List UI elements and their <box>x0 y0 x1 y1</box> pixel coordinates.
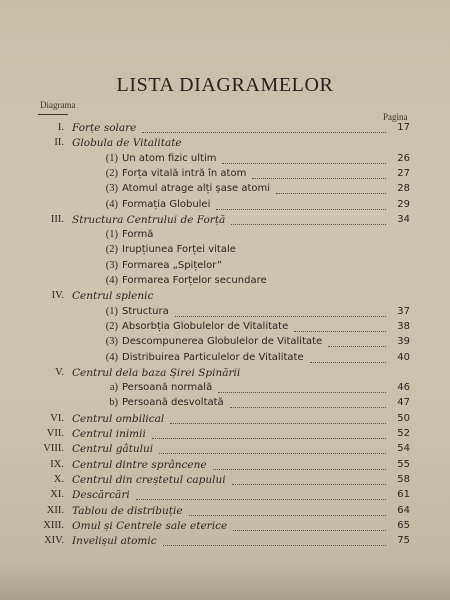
toc-entry-number: XI. <box>50 489 64 501</box>
toc-entry <box>0 274 450 288</box>
toc-entry <box>0 198 450 212</box>
toc-entry-label: Structura <box>122 305 169 317</box>
toc-entry-number: (2) <box>105 320 118 332</box>
page-title: LISTA DIAGRAMELOR <box>116 74 334 96</box>
leader-dots <box>213 468 386 470</box>
toc-entry-number: IV. <box>51 290 64 302</box>
toc-entry-label: Distribuirea Particulelor de Vitalitate <box>122 351 304 363</box>
toc-entry-page: 28 <box>397 183 410 195</box>
toc-entry-number: (3) <box>105 183 118 195</box>
toc-entry-number: XII. <box>46 504 64 516</box>
toc-entry-page: 75 <box>397 535 410 547</box>
leader-dots <box>276 192 386 194</box>
toc-entry-page: 52 <box>397 428 410 439</box>
toc-entry <box>0 534 450 548</box>
toc-entry <box>0 136 450 150</box>
toc-entry-label: Globula de Vitalitate <box>72 137 182 150</box>
toc-entry-label: Atomul atrage alți șase atomi <box>122 183 271 195</box>
page-shadow <box>0 560 450 600</box>
toc-entry-number: a) <box>109 382 118 394</box>
toc-entry-number: XIV. <box>44 535 64 547</box>
toc-entry-label: Forțe solare <box>72 122 137 134</box>
toc-entry <box>0 335 450 349</box>
toc-entry-page: 34 <box>397 213 410 225</box>
toc-entry <box>0 473 450 487</box>
leader-dots <box>230 406 386 408</box>
toc-entry-page: 38 <box>397 320 410 332</box>
toc-entry-page: 58 <box>397 473 410 485</box>
toc-entry-number: III. <box>50 213 64 225</box>
toc-entry-page: 29 <box>397 198 410 210</box>
toc-entry <box>0 228 450 242</box>
leader-dots <box>310 361 386 363</box>
toc-entry-page: 54 <box>397 443 410 455</box>
toc-entry <box>0 488 450 502</box>
toc-entry-label: Tablou de distribuție <box>72 504 183 517</box>
toc-entry-label: Invelișul atomic <box>72 535 157 548</box>
toc-entry-page: 65 <box>397 519 410 531</box>
toc-entry-page: 27 <box>397 167 410 179</box>
toc-entry <box>0 351 450 365</box>
toc-entry-label: Centrul splenic <box>72 290 154 303</box>
toc-entry-label: Omul și Centrele sale eterice <box>72 519 228 532</box>
toc-entry-label: Formarea Forțelor secundare <box>122 275 267 286</box>
toc-entry-page: 40 <box>397 351 410 363</box>
leader-dots <box>252 177 386 179</box>
leader-dots <box>163 544 386 546</box>
toc-entry-number: IX. <box>50 458 64 470</box>
toc-entry <box>0 458 450 472</box>
toc-entry-label: Forța vitală intră în atom <box>122 167 247 179</box>
toc-entry-page: 47 <box>397 397 410 409</box>
toc-entry-label: Formarea „Spițelor” <box>122 259 223 271</box>
toc-entry-number: VIII. <box>43 443 64 455</box>
toc-entry <box>0 366 450 380</box>
leader-dots <box>233 529 386 531</box>
toc-entry-label: Persoană normală <box>122 382 213 394</box>
toc-entry-label: Centrul dela baza Șirei Spinării <box>72 366 241 379</box>
toc-entry-label: Centrul din creștetul capului <box>72 473 226 486</box>
toc-entry-label: Irupțiunea Forței vitale <box>122 244 236 256</box>
toc-entry-page: 39 <box>397 336 410 348</box>
leader-dots <box>218 391 386 393</box>
leader-dots <box>216 208 386 210</box>
toc-entry-label: Persoană desvoltată <box>122 397 224 409</box>
header-rule <box>38 114 68 115</box>
leader-dots <box>175 315 386 317</box>
toc-entry-label: Descompunerea Globulelor de Vitalitate <box>122 336 323 348</box>
toc-entry-page: 46 <box>397 382 410 394</box>
toc-entry-page: 55 <box>397 458 410 470</box>
toc-entry <box>0 182 450 196</box>
toc-entry-label: Formația Globulei <box>122 198 211 210</box>
leader-dots <box>231 223 386 225</box>
toc-entry <box>0 167 450 181</box>
toc-entry-label: Structura Centrului de Forță <box>72 213 226 226</box>
column-header-diagram: Diagrama <box>40 100 76 110</box>
toc-entry-page: 50 <box>397 412 410 424</box>
toc-entry-number: V. <box>55 366 64 378</box>
toc-entry-label: Formă <box>122 229 154 241</box>
toc-entry-number: II. <box>54 137 64 149</box>
toc-entry-label: Absorbția Globulelor de Vitalitate <box>122 320 289 332</box>
toc-entry-number: (3) <box>105 259 118 271</box>
leader-dots <box>170 422 386 424</box>
toc-entry <box>0 305 450 319</box>
toc-entry <box>0 381 450 395</box>
toc-entry-number: b) <box>109 397 118 409</box>
toc-entry <box>0 289 450 303</box>
toc-entry-label: Un atom fizic ultim <box>122 152 217 164</box>
toc-entry <box>0 396 450 410</box>
toc-entry-number: (1) <box>105 305 118 317</box>
toc-entry-number: (4) <box>105 198 118 210</box>
toc-entry-label: Descărcări <box>72 489 130 502</box>
toc-entry-label: Centrul dintre sprâncene <box>72 458 207 471</box>
leader-dots <box>222 162 386 164</box>
toc-entry-page: 64 <box>397 504 410 516</box>
toc-entry-number: (1) <box>105 229 118 241</box>
toc-entry-number: (4) <box>105 351 118 363</box>
toc-entry-number: (2) <box>105 244 118 256</box>
leader-dots <box>159 452 386 454</box>
toc-entry <box>0 412 450 426</box>
toc-entry-page: 17 <box>397 122 410 133</box>
toc-entry <box>0 213 450 227</box>
leader-dots <box>189 514 386 516</box>
toc-entry <box>0 427 450 441</box>
toc-entry-page: 61 <box>397 489 410 501</box>
leader-dots <box>294 330 386 332</box>
toc-entry <box>0 152 450 166</box>
toc-entry-number: (2) <box>105 167 118 179</box>
toc-entry-number: (1) <box>105 152 118 164</box>
toc-entry <box>0 320 450 334</box>
leader-dots <box>328 345 386 347</box>
toc-entry-number: X. <box>53 473 64 485</box>
toc-entry <box>0 259 450 273</box>
toc-entry-number: (4) <box>105 275 118 286</box>
toc-entry <box>0 519 450 533</box>
toc-entry <box>0 442 450 456</box>
toc-entry <box>0 121 450 135</box>
toc-entry-number: XIII. <box>43 519 64 531</box>
toc-entry-page: 37 <box>397 305 410 317</box>
toc-entry-label: Centrul ombilical <box>72 412 165 425</box>
toc-entry-label: Centrul gâtului <box>72 443 154 456</box>
toc-entry-label: Centrul inimii <box>72 428 146 440</box>
column-header-page: Pagina <box>383 112 408 122</box>
toc-entry-number: I. <box>57 122 64 133</box>
toc-entry-number: VII. <box>46 428 64 439</box>
toc-entry-page: 26 <box>397 152 410 164</box>
toc-entry <box>0 243 450 257</box>
leader-dots <box>142 131 386 133</box>
leader-dots <box>136 498 386 500</box>
toc-entry-number: VI. <box>50 412 64 424</box>
leader-dots <box>152 437 386 439</box>
leader-dots <box>232 483 386 485</box>
toc-entry-number: (3) <box>105 336 118 348</box>
toc-entry <box>0 504 450 518</box>
